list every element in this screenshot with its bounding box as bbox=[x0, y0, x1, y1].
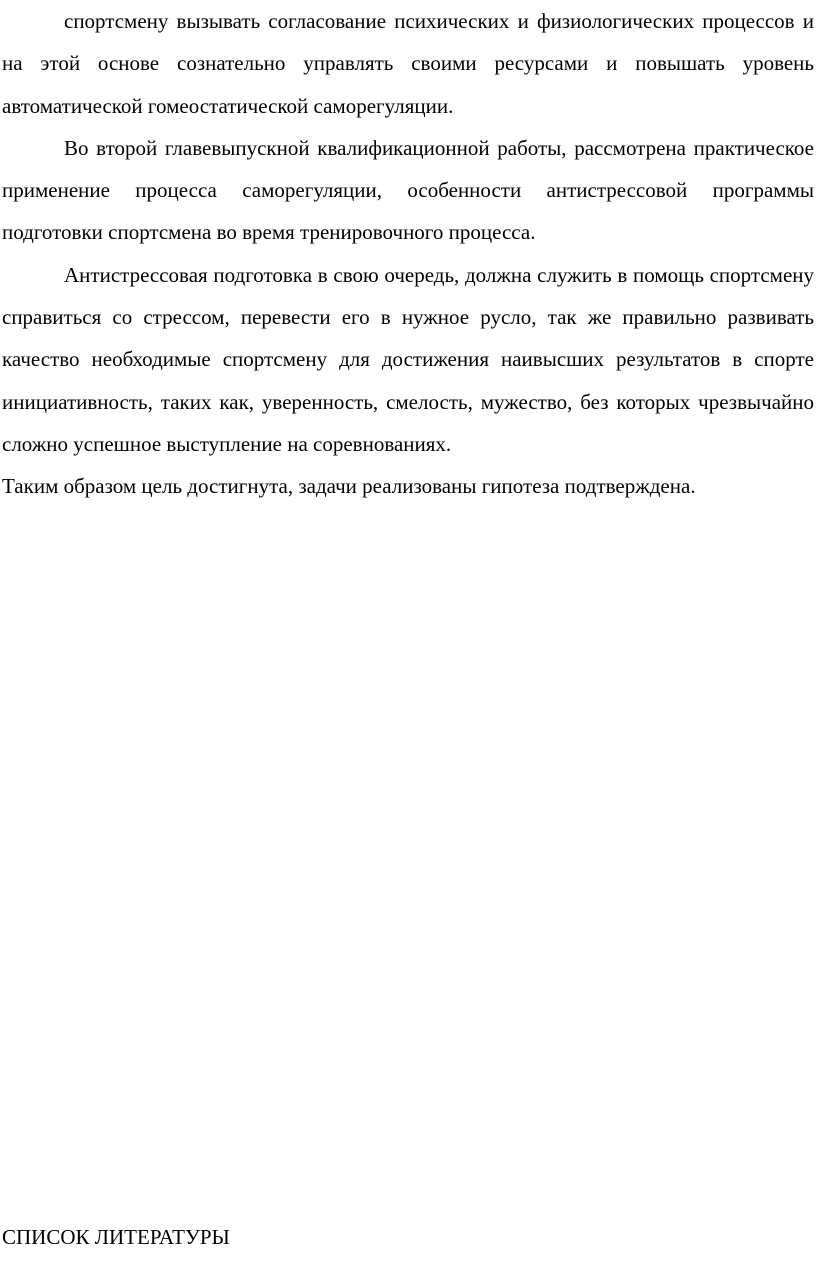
paragraph-second-chapter: Во второй главевыпускной квалификационной работы, рассмотрена практическое применение процесса саморегуляции, особенности антистрессовой программы подготовки спортсмена во время тренировочного процесса. bbox=[2, 135, 814, 245]
paragraph-continuation: спортсмену вызывать согласование психических и физиологических процессов и на этой основе сознательно управлять своими ресурсами и повышать уровень автоматической гомеостатической саморегуляции. bbox=[2, 9, 814, 118]
conclusion-sentence: Таким образом цель достигнута, задачи реализованы гипотеза подтверждена. bbox=[2, 474, 696, 499]
paragraph-antistress: Антистрессовая подготовка в свою очередь, должна служить в помощь спортсмену справиться со стрессом, перевести его в нужное русло, так же правильно развивать качество необходимые спортсмену для достижения наивысших результатов в спорте инициативность, таких как, уверенность, смелость, мужество, без которых чрезвычайно сложно успешное выступление на соревнованиях. bbox=[2, 262, 814, 456]
references-heading: СПИСОК ЛИТЕРАТУРЫ bbox=[2, 1225, 230, 1249]
body-text bbox=[2, 0, 814, 508]
